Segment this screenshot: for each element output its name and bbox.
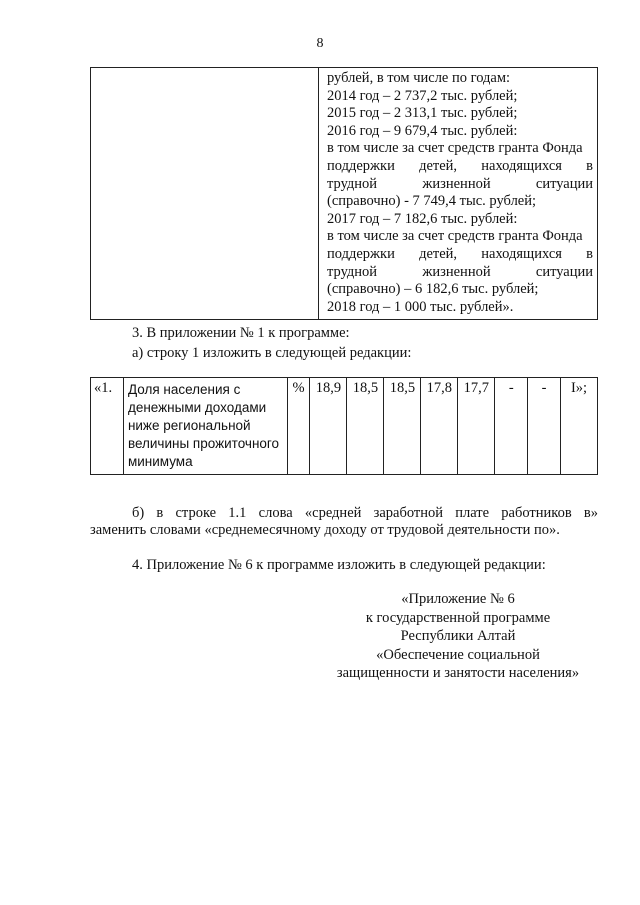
funding-line-13: (справочно) – 6 182,6 тыс. рублей;: [327, 281, 539, 298]
funding-table-text-cell: [319, 68, 598, 320]
appendix-line-5: защищенности и занятости населения»: [336, 665, 580, 681]
funding-line-10: в том числе за счет средств гранта Фонда: [327, 228, 583, 245]
funding-line-12: трудной жизненной ситуации: [327, 263, 593, 280]
row-number: «1.: [91, 378, 124, 475]
appendix-heading: [320, 590, 596, 683]
appendix-line-2: к государственной программе: [365, 609, 551, 626]
unit-cell: %: [287, 378, 310, 475]
indicator-table: [90, 377, 598, 475]
funding-line-6: поддержки детей, находящихся в: [327, 157, 593, 174]
value-2020: -: [528, 378, 561, 475]
funding-table-empty-cell: [91, 68, 319, 320]
funding-line-8: (справочно) - 7 749,4 тыс. рублей;: [327, 193, 537, 210]
appendix-line-4: «Обеспечение социальной: [376, 646, 540, 663]
item-3b-line-1: б) в строке 1.1 слова «средней заработной плате работников в»: [132, 505, 598, 521]
indicator-name: Доля населения с денежными доходами ниже региональной величины прожиточного минимума: [123, 378, 287, 475]
funding-line-5: в том числе за счет средств гранта Фонда: [327, 140, 583, 157]
funding-table: [90, 67, 598, 320]
value-2014: 18,9: [310, 378, 347, 475]
page-number: 8: [316, 36, 324, 51]
funding-line-11: поддержки детей, находящихся в: [327, 245, 593, 262]
funding-line-4: 2016 год – 9 679,4 тыс. рублей:: [327, 122, 518, 139]
funding-line-14: 2018 год – 1 000 тыс. рублей».: [327, 298, 514, 315]
item-3a-text: а) строку 1 изложить в следующей редакции:: [132, 345, 412, 361]
funding-line-1: рублей, в том числе по годам:: [327, 70, 511, 86]
indicator-row-1: [91, 378, 598, 475]
item-4-text: 4. Приложение № 6 к программе изложить в следующей редакции:: [132, 557, 546, 573]
value-closing: І»;: [561, 378, 598, 475]
value-2015: 18,5: [347, 378, 384, 475]
funding-line-2: 2014 год – 2 737,2 тыс. рублей;: [327, 87, 518, 104]
value-2017: 17,8: [421, 378, 458, 475]
value-2016: 18,5: [384, 378, 421, 475]
funding-line-7: трудной жизненной ситуации: [327, 175, 593, 192]
item-3-heading: 3. В приложении № 1 к программе:: [132, 325, 350, 341]
appendix-line-3: Республики Алтай: [400, 628, 516, 644]
funding-line-9: 2017 год – 7 182,6 тыс. рублей:: [327, 210, 518, 227]
value-2018: 17,7: [458, 378, 495, 475]
funding-line-3: 2015 год – 2 313,1 тыс. рублей;: [327, 105, 518, 122]
item-3b-line-2: заменить словами «среднемесячному доходу от трудовой деятельности по».: [90, 522, 560, 538]
appendix-line-1: «Приложение № 6: [401, 591, 515, 607]
value-2019: -: [495, 378, 528, 475]
